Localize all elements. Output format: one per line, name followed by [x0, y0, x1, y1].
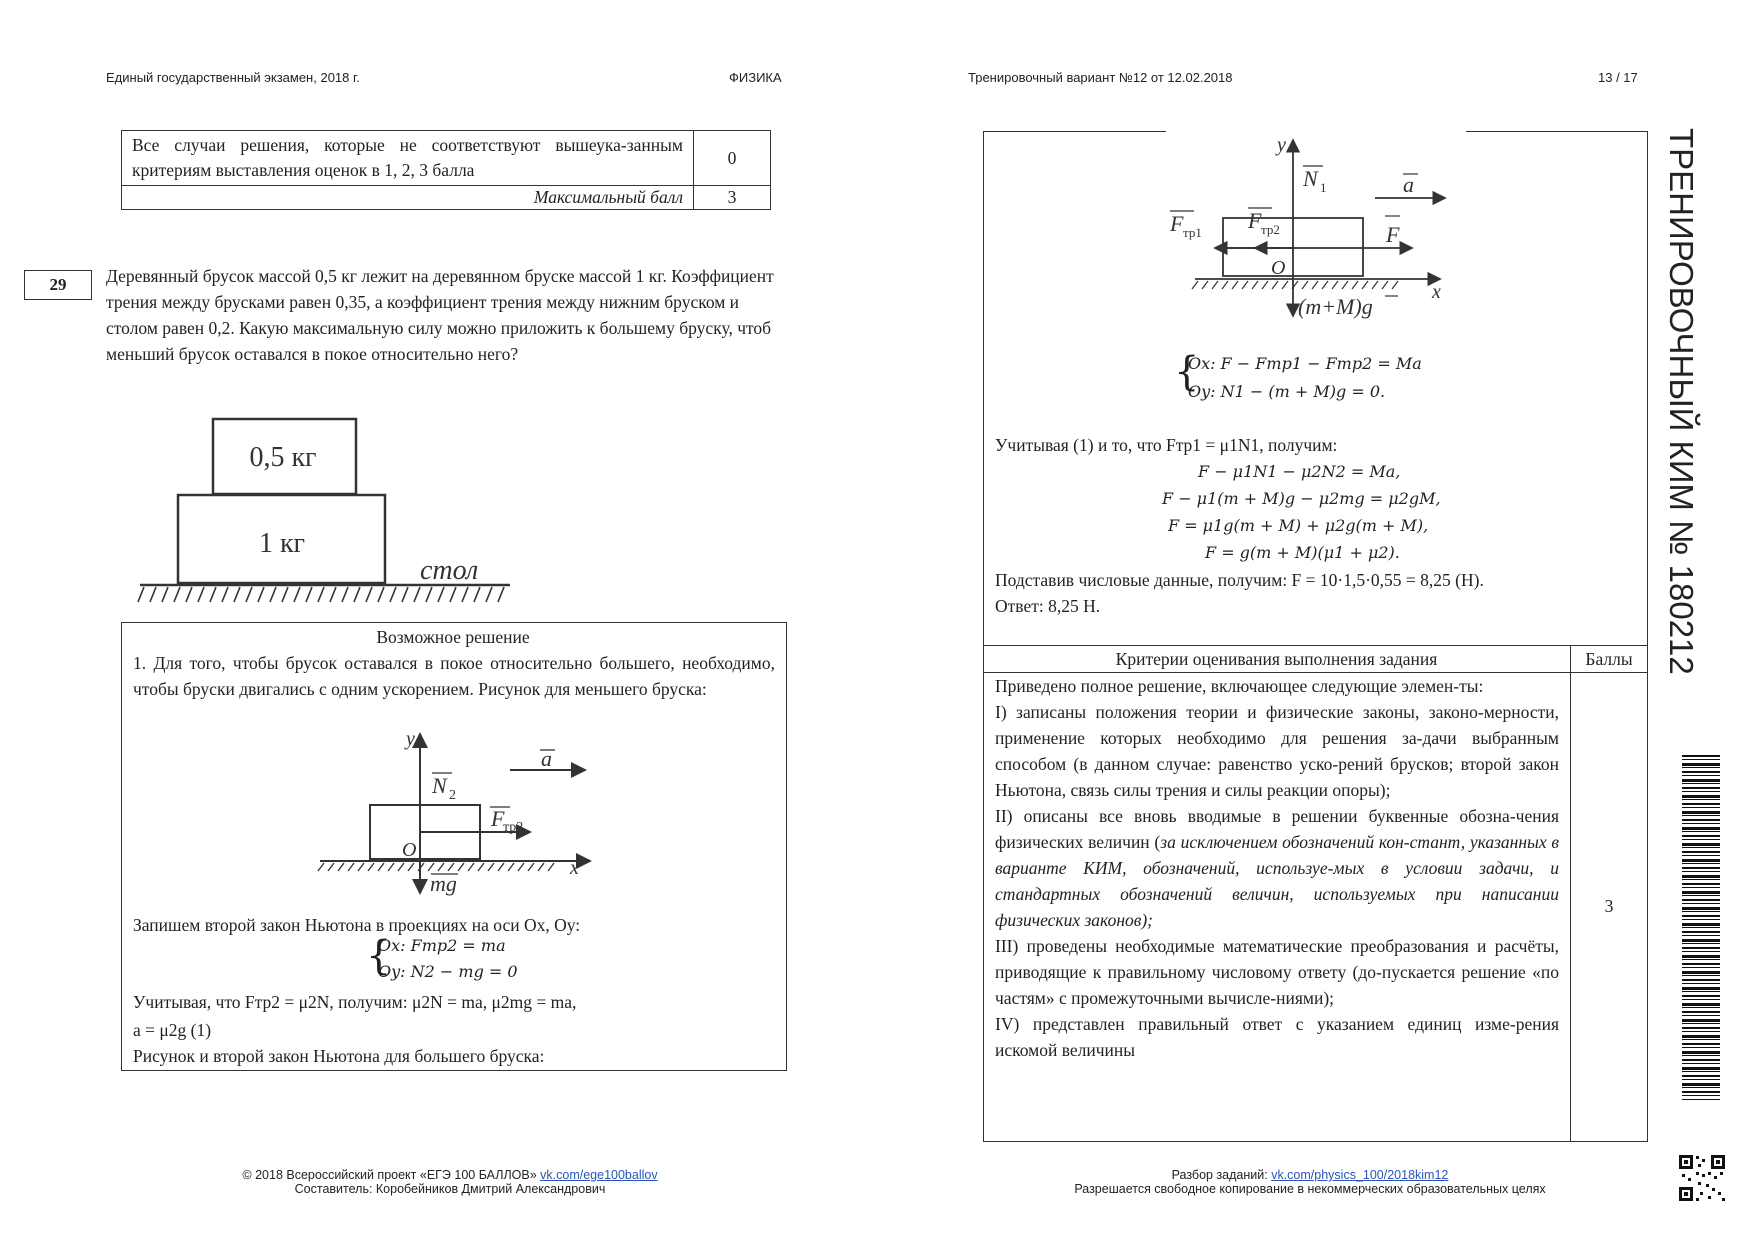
barcode	[1682, 755, 1720, 1100]
fig3-ftr1-label: F	[1170, 211, 1184, 236]
a-label: a	[541, 746, 552, 771]
two-block-force-diagram	[1160, 136, 1460, 326]
fig3-x-label: x	[1432, 281, 1441, 303]
top-table-max-label: Максимальный балл	[122, 186, 694, 210]
right-p6: Учитывая (1) и то, что Fтр1 = μ1N1, получим:	[995, 435, 1338, 455]
system1-ox: Ox: Fтр2 = ma	[378, 936, 506, 955]
fig3-a-label: a	[1403, 172, 1414, 197]
footer-right: Разбор заданий: vk.com/physics_100/2018kim12 Разрешается свободное копирование в некоммерческих образовательных целях	[960, 1168, 1660, 1196]
small-block-force-diagram	[310, 728, 610, 898]
system1-oy: Oy: N2 − mg = 0	[378, 962, 518, 981]
top-table-row1-text: Все случаи решения, которые не соответствуют вышеука-занным критериям выставления оценок в 1, 2, 3 балла	[122, 131, 694, 186]
ftr2-label: F	[491, 806, 505, 831]
right-p7: Подставив числовые данные, получим: F = 10·1,5·0,55 = 8,25 (Н).	[995, 570, 1484, 590]
criteria-item-2: II) описаны все вновь вводимые в решении буквенные обозна-чения физических величин (за исключением обозначений кон-стант, указанных в варианте КИМ, обозначений, используе-мых в условии задачи, и стандартных обозначений величин, используемых при написании физических законов);	[995, 806, 1559, 930]
fig3-f-label: F	[1386, 222, 1400, 247]
fig3-ftr2-label: F	[1248, 208, 1262, 233]
mg-label: mg	[430, 871, 457, 896]
criteria-score: 3	[1604, 896, 1614, 916]
fig3-y-label: y	[1277, 136, 1286, 156]
equation-3: F = μ1g(m + M) + μ2g(m + M),	[1168, 516, 1429, 535]
solution-title: Возможное решение	[376, 627, 530, 647]
criteria-item-4: IV) представлен правильный ответ с указанием единиц изме-рения искомой величины	[995, 1014, 1559, 1060]
n2-sub: 2	[449, 788, 456, 803]
top-table-row1-score: 0	[694, 131, 771, 186]
origin-label: O	[402, 839, 417, 861]
fig3-ftr2-sub: тр2	[1261, 222, 1280, 237]
footer-license: Разрешается свободное копирование в некоммерческих образовательных целях	[1074, 1182, 1546, 1196]
footer-left: © 2018 Всероссийский проект «ЕГЭ 100 БАЛЛОВ» vk.com/ege100ballov Составитель: Коробейников Дмитрий Александрович	[150, 1168, 750, 1196]
side-title: ТРЕНИРОВОЧНЫЙ КИМ № 180212	[1663, 128, 1700, 675]
small-block-label: 0,5 кг	[249, 442, 317, 473]
fig3-n1-sub: 1	[1320, 180, 1327, 195]
y-label: y	[406, 728, 415, 750]
solution-p5: Рисунок и второй закон Ньютона для большего бруска:	[133, 1046, 545, 1066]
n2-label: N	[432, 773, 447, 798]
solution-p1: 1. Для того, чтобы брусок оставался в покое относительно большего, необходимо, чтобы бруски двигались с одним ускорением. Рисунок для меньшего бруска:	[133, 653, 775, 699]
footer-author: Составитель: Коробейников Дмитрий Александрович	[294, 1182, 606, 1196]
system2-oy: Oy: N1 − (m + M)g = 0.	[1188, 382, 1386, 401]
header-page: 13 / 17	[1598, 70, 1638, 85]
table-label: стол	[420, 555, 479, 586]
task-text: Деревянный брусок массой 0,5 кг лежит на деревянном бруске массой 1 кг. Коэффициент трения между брусками равен 0,35, а коэффициент трения между нижним бруском и столом равен 0,2. Какую максимальную силу можно приложить к большему бруску, чтоб меньший брусок оставался в покое относительно него?	[106, 266, 774, 364]
equation-4: F = g(m + M)(μ1 + μ2).	[1205, 543, 1400, 562]
fig3-gravity-label: (m+M)g	[1298, 294, 1373, 319]
criteria-item-1: I) записаны положения теории и физические законы, законо-мерности, применение которых необходимо для решения за-дачи выбранным способом (в данном случае: равенство уско-рений брусков; второй закон Ньютона, связь силы трения и силы реакции опоры);	[995, 702, 1559, 800]
criteria-intro: Приведено полное решение, включающее следующие элемен-ты:	[995, 676, 1484, 696]
top-criteria-table	[121, 130, 771, 210]
footer-right-link[interactable]: vk.com/physics_100/2018kim12	[1271, 1168, 1449, 1182]
footer-left-link[interactable]: vk.com/ege100ballov	[540, 1168, 658, 1182]
solution-p2: Запишем второй закон Ньютона в проекциях на оси Ох, Оу:	[133, 915, 581, 935]
right-answer: Ответ: 8,25 Н.	[995, 596, 1101, 616]
blocks-figure	[130, 412, 530, 612]
x-label: x	[570, 857, 579, 879]
header-variant: Тренировочный вариант №12 от 12.02.2018	[968, 70, 1233, 85]
qr-code	[1678, 1154, 1726, 1202]
ftr2-sub: тр2	[503, 820, 524, 835]
criteria-item-3: III) проведены необходимые математические преобразования и расчёты, приводящие к правильному числовому ответу (до-пускается решение «по частям» с промежуточными вычисле-ниями);	[995, 936, 1559, 1008]
fig3-hatching	[1192, 281, 1398, 289]
system2-brace: {	[1174, 349, 1200, 395]
criteria-score-header: Баллы	[1585, 649, 1633, 669]
criteria-item-2-italic: за исключением обозначений кон-стант, указанных в варианте КИМ, обозначений, используе-мых в условии задачи, и стандартных обозначений величин, используемых при написании физических законов);	[995, 832, 1559, 930]
top-table-max-score: 3	[694, 186, 771, 210]
system1-brace: {	[366, 933, 392, 979]
equation-2: F − μ1(m + M)g − μ2mg = μ2gM,	[1162, 489, 1441, 508]
solution-p4: a = μ2g (1)	[133, 1020, 212, 1040]
header-subject: ФИЗИКА	[729, 70, 782, 85]
task-number: 29	[24, 270, 92, 300]
criteria-text	[995, 673, 1559, 1063]
table-hatching	[138, 587, 504, 602]
system2-ox: Ox: F − Fтр1 − Fтр2 = Ma	[1188, 354, 1422, 373]
large-block-label: 1 кг	[258, 528, 306, 559]
fig3-ftr1-sub: тр1	[1183, 225, 1202, 240]
criteria-header: Критерии оценивания выполнения задания	[1115, 649, 1438, 669]
fig3-origin-label: O	[1271, 257, 1286, 279]
equation-1: F − μ1N1 − μ2N2 = Ma,	[1198, 462, 1401, 481]
solution-p3: Учитывая, что Fтр2 = μ2N, получим: μ2N = ma, μ2mg = ma,	[133, 992, 577, 1012]
fig2-hatching	[318, 863, 554, 871]
fig3-n1-label: N	[1303, 166, 1318, 191]
header-exam: Единый государственный экзамен, 2018 г.	[106, 70, 360, 85]
